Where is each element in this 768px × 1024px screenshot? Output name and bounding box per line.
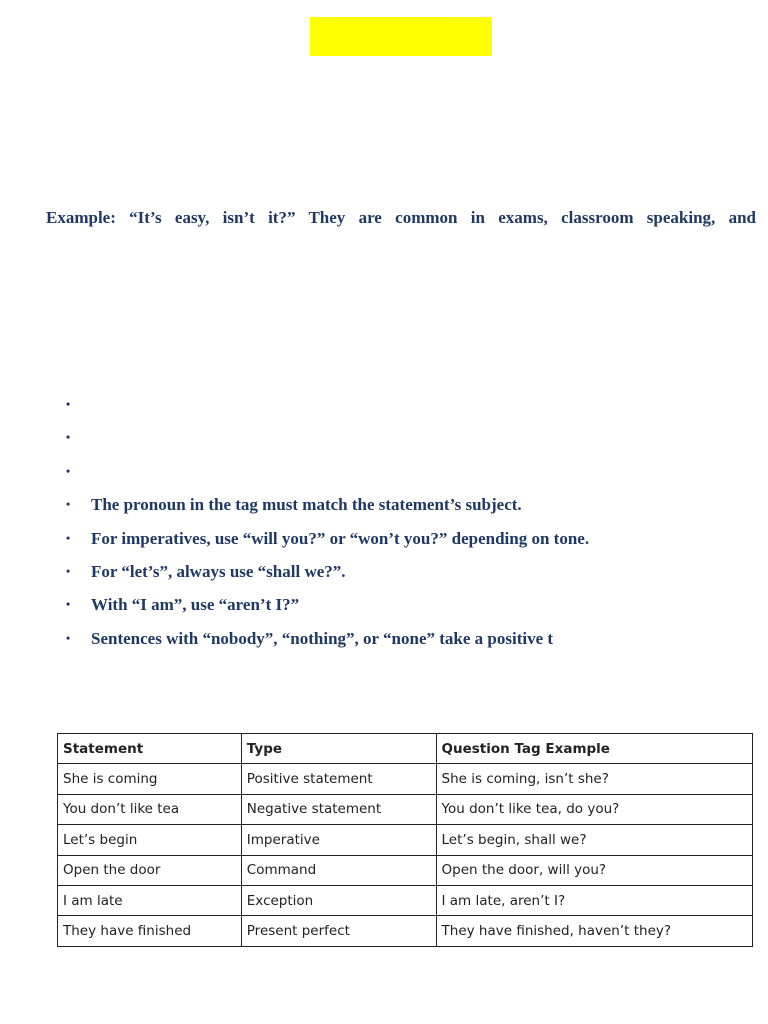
rule-item: [62, 455, 589, 488]
question-tags-table: [57, 733, 753, 947]
rule-item: [62, 522, 589, 555]
rule-item: [62, 555, 589, 588]
bullet-icon: •: [66, 497, 71, 512]
table-row: [58, 794, 753, 824]
cell-statement: You don’t like tea: [58, 794, 242, 824]
table-row: [58, 916, 753, 946]
header-statement: Statement: [58, 734, 242, 764]
cell-example: I am late, aren’t I?: [436, 885, 752, 915]
cell-statement: Open the door: [58, 855, 242, 885]
header-type: Type: [241, 734, 436, 764]
rule-item: [62, 421, 589, 454]
cell-statement: I am late: [58, 885, 242, 915]
cell-type: Exception: [241, 885, 436, 915]
rule-text: The pronoun in the tag must match the statement’s subject.: [91, 495, 522, 515]
title-highlight-box: [310, 17, 492, 56]
table-row: [58, 855, 753, 885]
cell-statement: They have finished: [58, 916, 242, 946]
cell-statement: Let’s begin: [58, 825, 242, 855]
bullet-icon: •: [66, 430, 71, 445]
cell-type: Present perfect: [241, 916, 436, 946]
cell-type: Positive statement: [241, 764, 436, 794]
rule-item: [62, 588, 589, 621]
rule-item: [62, 622, 589, 655]
cell-statement: She is coming: [58, 764, 242, 794]
bullet-icon: •: [66, 630, 71, 645]
cell-example: They have finished, haven’t they?: [436, 916, 752, 946]
rule-text: For imperatives, use “will you?” or “won’t you?” depending on tone.: [91, 528, 590, 548]
bullet-icon: •: [66, 530, 71, 545]
rules-list: [62, 388, 589, 655]
cell-type: Imperative: [241, 825, 436, 855]
bullet-icon: •: [66, 397, 71, 411]
example-paragraph: Example: “It’s easy, isn’t it?” They are common in exams, classroom speaking, and: [46, 208, 756, 227]
bullet-icon: •: [66, 463, 71, 478]
cell-example: You don’t like tea, do you?: [436, 794, 752, 824]
rule-item: [62, 488, 589, 521]
rule-text: Sentences with “nobody”, “nothing”, or “none” take a positive t: [91, 628, 554, 648]
rule-text: For “let’s”, always use “shall we?”.: [91, 561, 346, 581]
table-row: [58, 825, 753, 855]
cell-example: Let’s begin, shall we?: [436, 825, 752, 855]
table-row: [58, 885, 753, 915]
bullet-icon: •: [66, 563, 71, 578]
cell-example: She is coming, isn’t she?: [436, 764, 752, 794]
table-header-row: [58, 734, 753, 764]
cell-type: Negative statement: [241, 794, 436, 824]
cell-example: Open the door, will you?: [436, 855, 752, 885]
rule-item: [62, 388, 589, 421]
table-row: [58, 764, 753, 794]
rule-text: With “I am”, use “aren’t I?”: [91, 595, 300, 615]
cell-type: Command: [241, 855, 436, 885]
header-question-tag-example: Question Tag Example: [436, 734, 752, 764]
bullet-icon: •: [66, 597, 71, 612]
